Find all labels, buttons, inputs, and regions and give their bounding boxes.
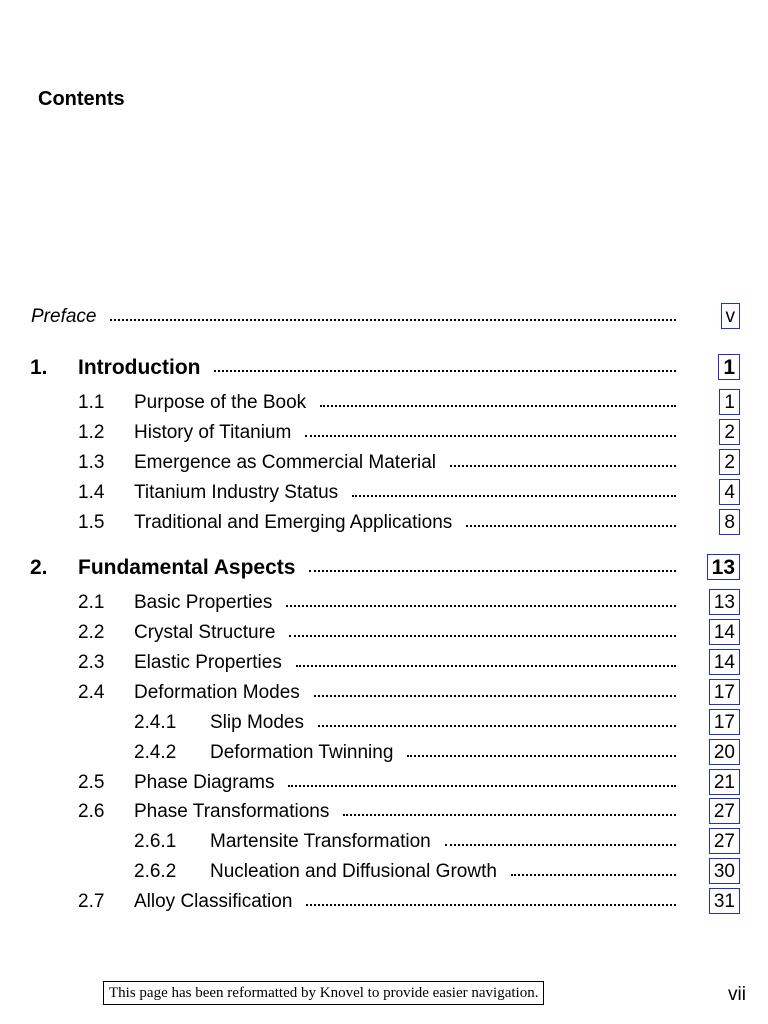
toc-entry-number: 1.4 bbox=[78, 482, 105, 503]
page-link[interactable]: v bbox=[721, 303, 741, 329]
toc-entry-title: Martensite Transformation bbox=[210, 831, 431, 852]
toc-entry-number: 2.4 bbox=[78, 682, 105, 703]
toc-entry-number: 2.2 bbox=[78, 622, 105, 643]
toc-entry bbox=[0, 800, 768, 824]
toc-entry-title: Elastic Properties bbox=[134, 652, 282, 673]
toc-entry-title: Basic Properties bbox=[134, 592, 273, 613]
page-link[interactable]: 13 bbox=[707, 554, 740, 580]
page-link[interactable]: 31 bbox=[709, 888, 740, 914]
toc-entry bbox=[0, 771, 768, 795]
toc-entry-title: Titanium Industry Status bbox=[134, 482, 339, 503]
toc-entry-number: 2.4.2 bbox=[134, 742, 177, 763]
page-link[interactable]: 27 bbox=[709, 828, 740, 854]
toc-entry bbox=[0, 621, 768, 645]
toc-entry bbox=[0, 890, 768, 914]
toc-entry-number: 1. bbox=[30, 356, 48, 379]
toc-entry-chapter bbox=[0, 556, 768, 580]
toc-entry bbox=[0, 391, 768, 415]
page-link[interactable]: 17 bbox=[709, 709, 740, 735]
toc-entry-number: 1.1 bbox=[78, 392, 105, 413]
toc-entry-title: Fundamental Aspects bbox=[78, 556, 296, 579]
toc-entry bbox=[0, 681, 768, 705]
toc-entry bbox=[0, 711, 768, 735]
toc-entry-title: Deformation Twinning bbox=[210, 742, 394, 763]
page-link[interactable]: 20 bbox=[709, 739, 740, 765]
toc-entry-number: 2.5 bbox=[78, 772, 105, 793]
toc-entry-number: 2.4.1 bbox=[134, 712, 177, 733]
page-link[interactable]: 17 bbox=[709, 679, 740, 705]
toc-entry bbox=[0, 741, 768, 765]
toc-entry-title: Crystal Structure bbox=[134, 622, 276, 643]
toc-entry-preface bbox=[0, 305, 768, 329]
toc-entry-title: Emergence as Commercial Material bbox=[134, 452, 436, 473]
toc-entry bbox=[0, 830, 768, 854]
page-link[interactable]: 1 bbox=[718, 354, 740, 380]
toc-entry-title: Slip Modes bbox=[210, 712, 304, 733]
toc-entry-number: 2.6.2 bbox=[134, 861, 177, 882]
page-link[interactable]: 2 bbox=[719, 449, 740, 475]
page-link[interactable]: 21 bbox=[709, 769, 740, 795]
toc-entry-number: 1.5 bbox=[78, 512, 105, 533]
toc-entry-number: 2.1 bbox=[78, 592, 105, 613]
toc-entry-number: 2.7 bbox=[78, 891, 105, 912]
toc-entry-title: Preface bbox=[31, 306, 97, 327]
toc-entry-number: 2.6.1 bbox=[134, 831, 177, 852]
toc-entry-number: 1.2 bbox=[78, 422, 105, 443]
page-link[interactable]: 14 bbox=[709, 619, 740, 645]
toc-entry-title: Deformation Modes bbox=[134, 682, 300, 703]
page-link[interactable]: 13 bbox=[709, 589, 740, 615]
toc-entry bbox=[0, 451, 768, 475]
page-link[interactable]: 1 bbox=[719, 389, 740, 415]
page-link[interactable]: 4 bbox=[719, 479, 740, 505]
toc-entry-number: 2.3 bbox=[78, 652, 105, 673]
toc-entry-title: History of Titanium bbox=[134, 422, 292, 443]
page-link[interactable]: 2 bbox=[719, 419, 740, 445]
toc-entry-number: 2. bbox=[30, 556, 48, 579]
toc-entry-title: Purpose of the Book bbox=[134, 392, 307, 413]
toc-entry bbox=[0, 511, 768, 535]
toc-entry-title: Traditional and Emerging Applications bbox=[134, 512, 453, 533]
toc-entry-chapter bbox=[0, 356, 768, 380]
page-link[interactable]: 27 bbox=[709, 798, 740, 824]
page-link[interactable]: 14 bbox=[709, 649, 740, 675]
page-title: Contents bbox=[38, 88, 125, 110]
knovel-notice: This page has been reformatted by Knovel to provide easier navigation. bbox=[103, 981, 544, 1005]
toc-entry-number: 2.6 bbox=[78, 801, 105, 822]
toc-entry-number: 1.3 bbox=[78, 452, 105, 473]
toc-entry bbox=[0, 421, 768, 445]
toc-entry bbox=[0, 651, 768, 675]
toc-entry-title: Phase Transformations bbox=[134, 801, 330, 822]
toc-entry-title: Nucleation and Diffusional Growth bbox=[210, 861, 497, 882]
page-number: vii bbox=[728, 984, 746, 1005]
toc-entry-title: Alloy Classification bbox=[134, 891, 293, 912]
toc-entry-title: Introduction bbox=[78, 356, 201, 379]
toc-entry bbox=[0, 481, 768, 505]
page-link[interactable]: 8 bbox=[719, 509, 740, 535]
toc-entry bbox=[0, 591, 768, 615]
page-link[interactable]: 30 bbox=[709, 858, 740, 884]
toc-entry-title: Phase Diagrams bbox=[134, 772, 275, 793]
toc-entry bbox=[0, 860, 768, 884]
